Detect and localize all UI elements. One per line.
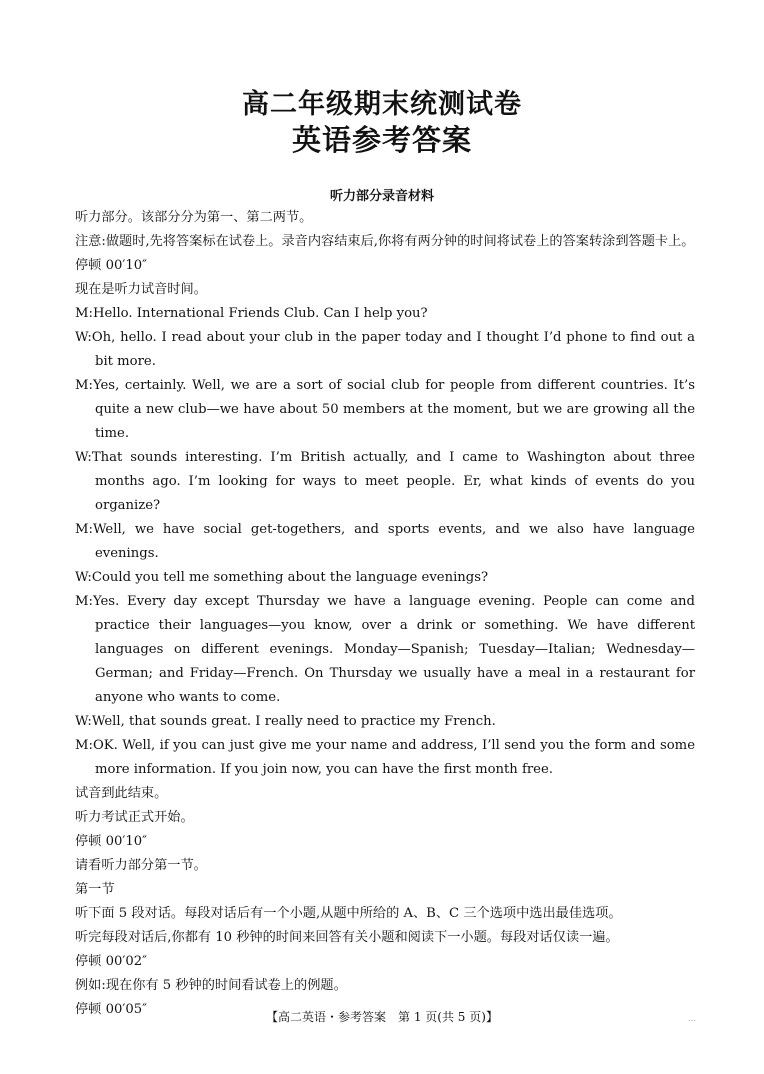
instruction-line: 听下面 5 段对话。每段对话后有一个小题,从题中所给的 A、B、C 三个选项中选出最佳选项。: [75, 906, 622, 921]
dialogue-line: M:Yes. Every day except Thursday we have a language evening. People can come and practice their languages—you know, over a drink or something. We have different languages on different evenings. Monday—Spanish; Tuesday—Italian; Wednesday—German; and Friday—French. On Thursday we usually have a meal in a restaurant for anyone who wants to come.: [75, 594, 695, 705]
pause-line: 停顿 00′10″: [75, 258, 148, 273]
intro-line: 听力部分。该部分分为第一、第二两节。: [75, 210, 313, 225]
instruction-line: 听完每段对话后,你都有 10 秒钟的时间来回答有关小题和阅读下一小题。每段对话仅读一遍。: [75, 930, 619, 945]
trial-end-line: 试音到此结束。: [75, 786, 168, 801]
dialogue-line: W:That sounds interesting. I’m British actually, and I came to Washington about three months ago. I’m looking for ways to meet people. Er, what kinds of events do you organize?: [75, 450, 695, 513]
exam-title: 高二年级期末统测试卷: [242, 89, 522, 120]
dialogue-line: M:Well, we have social get-togethers, and sports events, and we also have language evenings.: [75, 522, 695, 561]
dialogue-line: W:Well, that sounds great. I really need to practice my French.: [75, 714, 496, 729]
section-heading: 第一节: [75, 882, 115, 897]
example-line: 例如:现在你有 5 秒钟的时间看试卷上的例题。: [75, 978, 347, 993]
dialogue-line: M:OK. Well, if you can just give me your name and address, I’ll send you the form and some more information. If you join now, you can have the first month free.: [75, 738, 695, 777]
corner-mark: ...: [688, 1014, 696, 1023]
pause-line: 停顿 00′02″: [75, 954, 148, 969]
dialogue-line: W:Could you tell me something about the language evenings?: [75, 570, 489, 585]
dialogue-line: M:Hello. International Friends Club. Can I help you?: [75, 306, 428, 321]
transcript-body: [75, 206, 695, 1022]
trial-line: 现在是听力试音时间。: [75, 282, 207, 297]
dialogue-line: M:Yes, certainly. Well, we are a sort of social club for people from different countries. It’s quite a new club—we have about 50 members at the moment, but we are growing all the time.: [75, 378, 695, 441]
pause-line: 停顿 00′10″: [75, 834, 148, 849]
section-intro-line: 请看听力部分第一节。: [75, 858, 207, 873]
pause-line: 停顿 00′05″: [75, 1002, 148, 1017]
dialogue-line: W:Oh, hello. I read about your club in the paper today and I thought I’d phone to find out a bit more.: [75, 330, 695, 369]
section-title: 听力部分录音材料: [329, 189, 434, 204]
exam-start-line: 听力考试正式开始。: [75, 810, 194, 825]
answer-key-title: 英语参考答案: [291, 123, 472, 157]
page-footer: 【高二英语・参考答案 第 1 页(共 5 页)】: [266, 1010, 498, 1024]
intro-note: 注意:做题时,先将答案标在试卷上。录音内容结束后,你将有两分钟的时间将试卷上的答案转涂到答题卡上。: [75, 234, 695, 249]
